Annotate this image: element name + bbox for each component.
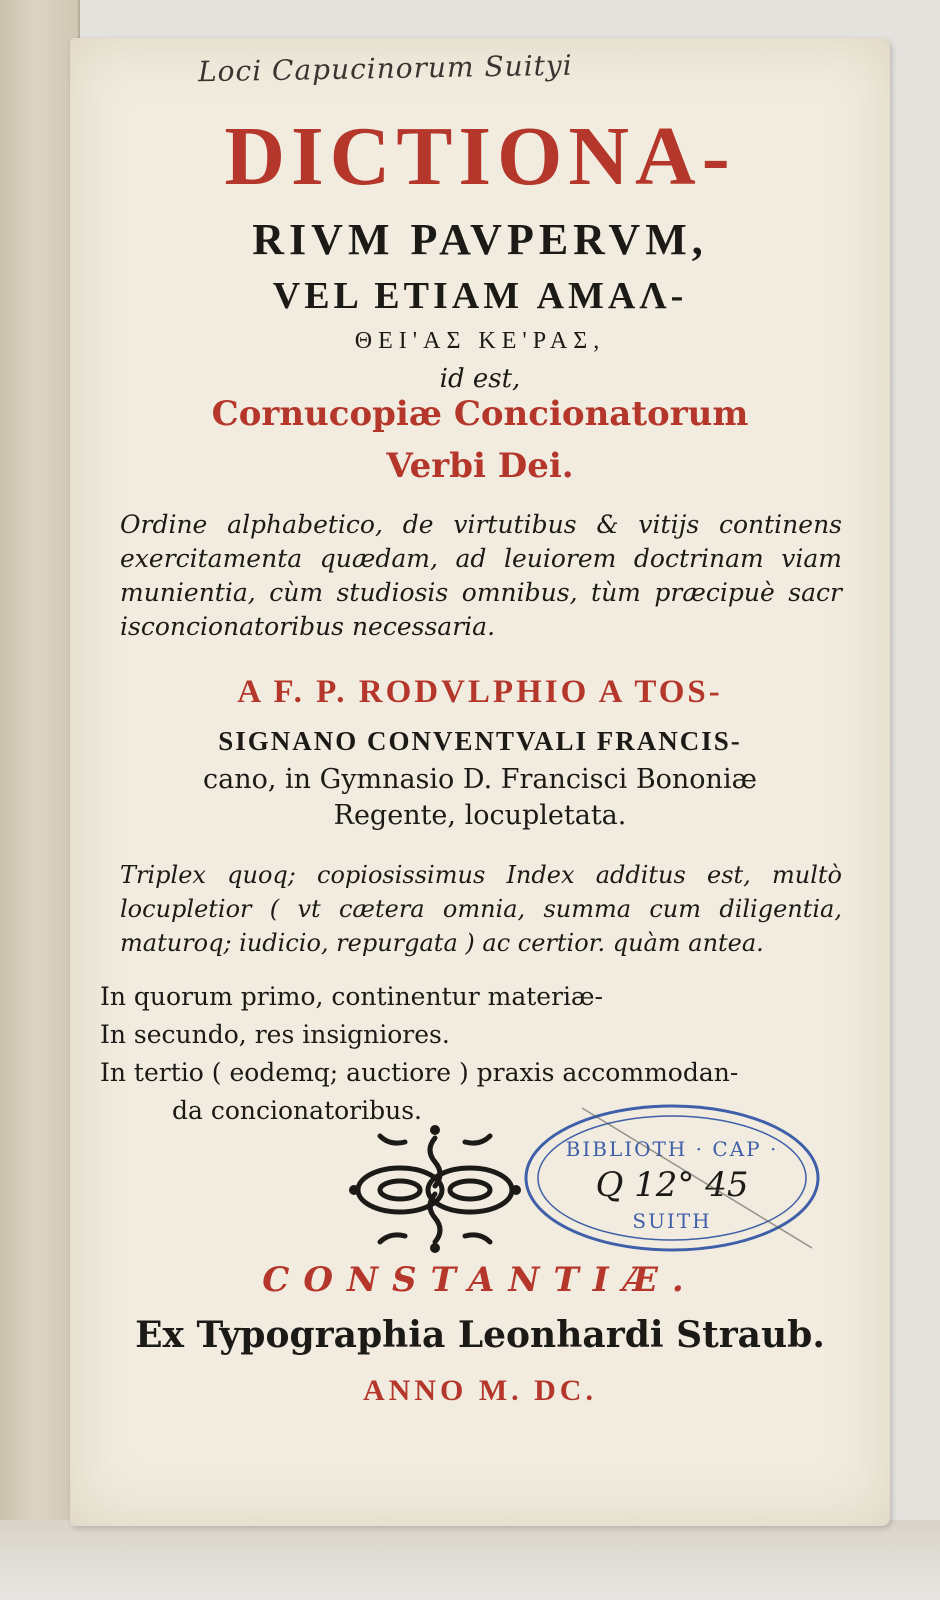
ownership-inscription: Loci Capucinorum Suityi [197, 48, 573, 89]
stamp-top-text: BIBLIOTH · CAP · [565, 1137, 779, 1161]
index-list-item: da concionatoribus. [172, 1096, 422, 1125]
book-cover-edge [0, 0, 80, 1600]
title-line-7: Verbi Dei. [386, 446, 574, 486]
table-surface [0, 1520, 940, 1600]
index-note-paragraph: Triplex quoq; copiosissimus Index additus est, multò locupletior ( vt cætera omnia, summa cum diligentia, maturoq; iudicio, repurgata ) ac certior. quàm antea. [120, 861, 842, 957]
title-line-4: ΘΕΙ'ΑΣ ΚΕ'ΡΑΣ, [354, 328, 606, 354]
printer-ornament-icon [340, 1118, 530, 1258]
index-list-item: In quorum primo, continentur materiæ- [100, 982, 603, 1011]
stamp-bottom-text: SUITH [632, 1209, 712, 1233]
imprint-city: CONSTANTIÆ. [262, 1260, 698, 1300]
title-line-1: DICTIONA- [224, 110, 736, 203]
title-line-3: VEL ETIAM ΑΜΑΛ- [272, 275, 688, 317]
imprint-year: ANNO M. DC. [363, 1374, 597, 1407]
author-line-2: SIGNANO CONVENTVALI FRANCIS- [218, 726, 742, 756]
author-line-4: Regente, locupletata. [333, 800, 627, 831]
author-line-3: cano, in Gymnasio D. Francisci Bononiæ [203, 764, 757, 795]
library-stamp [522, 1098, 822, 1258]
index-list-item: In secundo, res insigniores. [100, 1020, 450, 1049]
author-line-1: A F. P. RODVLPHIO A TOS- [237, 674, 723, 710]
imprint-printer: Ex Typographia Leonhardi Straub. [135, 1314, 825, 1356]
index-list-item: In tertio ( eodemq; auctiore ) praxis accommodan- [100, 1058, 739, 1087]
title-page [70, 38, 890, 1526]
stamp-shelfmark: Q 12° 45 [595, 1165, 749, 1205]
description-paragraph: Ordine alphabetico, de virtutibus & vitijs continens exercitamenta quædam, ad leuiorem doctrinam viam munientia, cùm studiosis omnibus, tùm præcipuè sacr isconcionatoribus necessaria. [120, 510, 842, 641]
title-line-6: Cornucopiæ Concionatorum [211, 394, 749, 434]
title-line-2: RIVM PAVPERVM, [252, 215, 708, 264]
title-line-5: id est, [439, 364, 521, 394]
